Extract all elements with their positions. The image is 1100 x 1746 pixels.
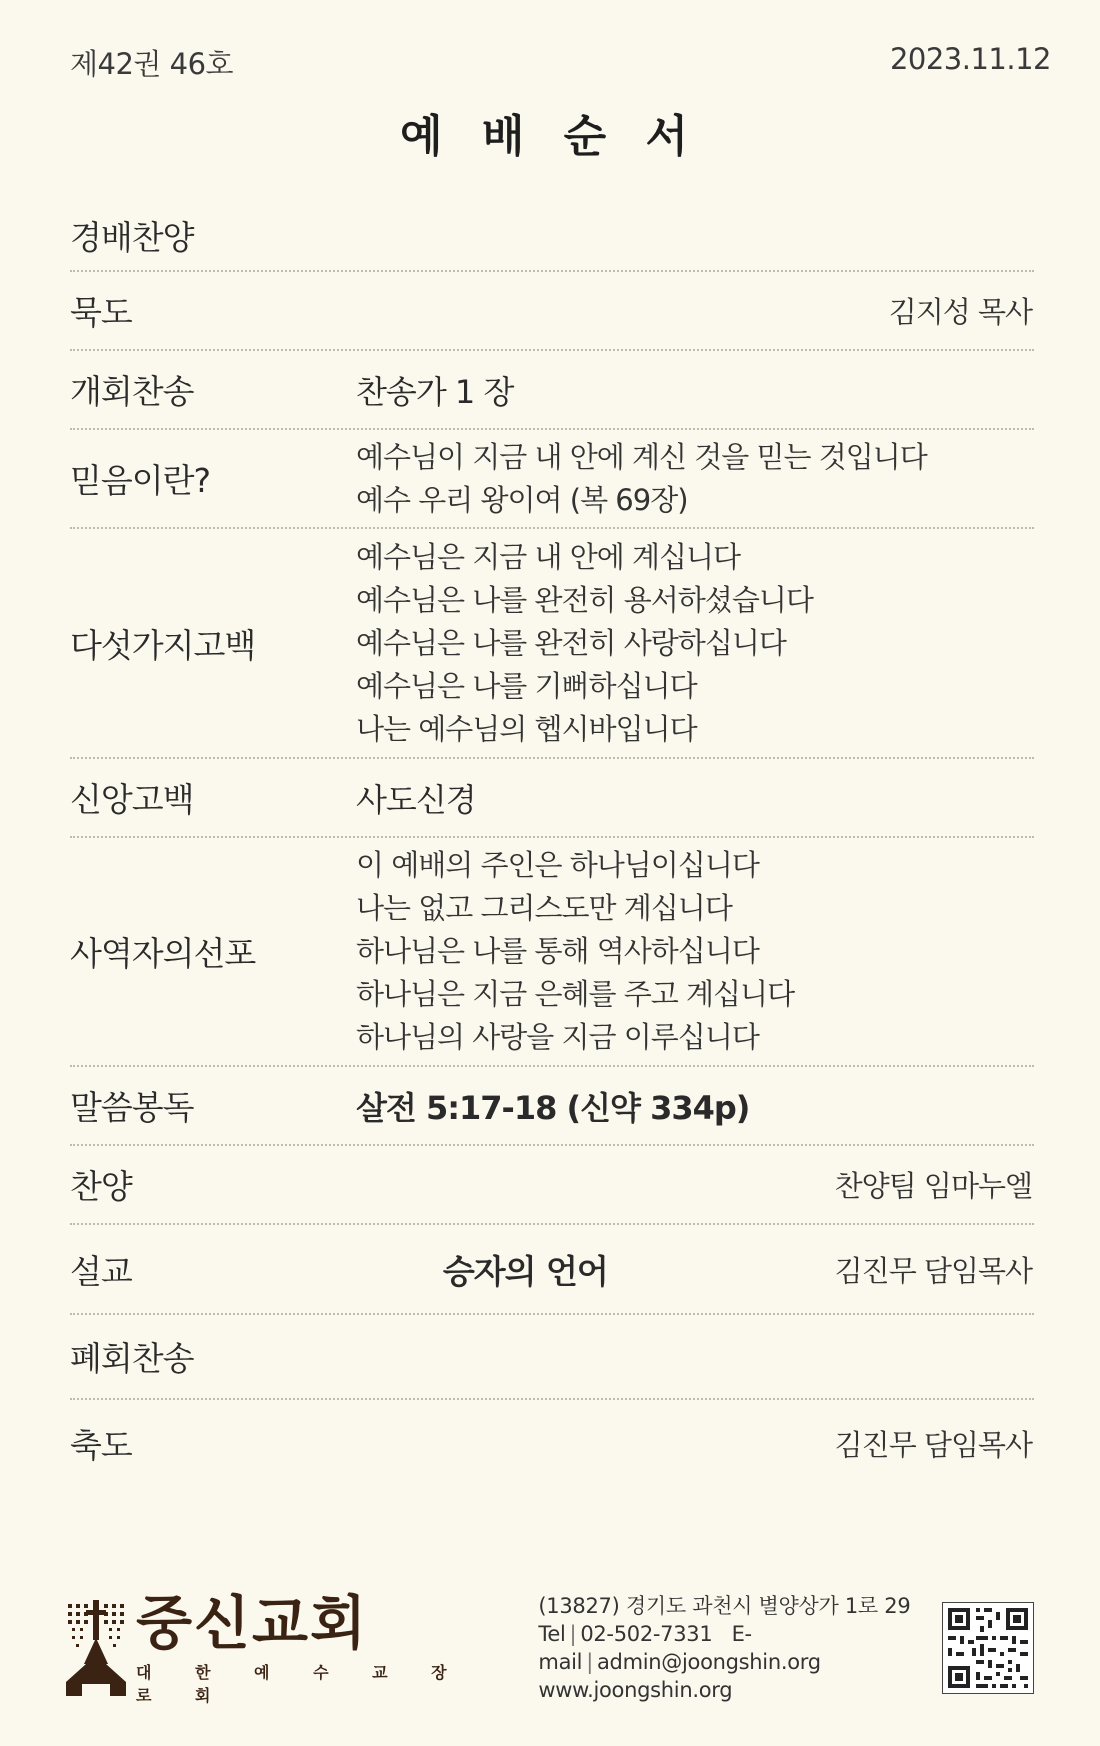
order-row-opening-hymn xyxy=(70,351,1034,430)
order-lines xyxy=(356,844,1034,1059)
church-name: 중신교회 xyxy=(136,1589,369,1657)
scripture-reference: 살전 5:17-18 (신약 334p) xyxy=(356,1088,750,1127)
bulletin-date: 2023.11.12 xyxy=(889,42,1051,76)
email-address[interactable]: admin@joongshin.org xyxy=(596,1650,821,1674)
sermon-title: 승자의 언어 xyxy=(442,1251,608,1291)
order-row-five-confessions xyxy=(70,529,1034,759)
church-logo-icon xyxy=(66,1600,126,1696)
order-label: 폐회찬송 xyxy=(70,1339,194,1378)
order-line: 나는 예수님의 헵시바입니다 xyxy=(356,711,697,746)
order-content: 찬송가 1 장 xyxy=(356,372,514,411)
order-row-sermon xyxy=(70,1225,1034,1315)
church-footer xyxy=(66,1589,1034,1705)
order-row-prelude xyxy=(70,200,1034,272)
order-leader: 김진무 담임목사 xyxy=(834,1253,1032,1288)
church-website[interactable]: www.joongshin.org xyxy=(538,1678,733,1702)
page-title: 예 배 순 서 xyxy=(400,111,700,162)
order-label: 묵도 xyxy=(70,293,132,332)
order-leader: 김진무 담임목사 xyxy=(834,1427,1032,1462)
order-row-creed xyxy=(70,759,1034,838)
order-leader: 찬양팀 임마누엘 xyxy=(834,1169,1032,1203)
order-row-prayer xyxy=(70,272,1034,351)
qr-code-icon[interactable] xyxy=(942,1602,1034,1694)
church-logo xyxy=(136,1590,500,1706)
order-line: 나는 없고 그리스도만 계십니다 xyxy=(356,891,732,925)
order-line: 예수님은 나를 기뻐하십니다 xyxy=(356,668,697,703)
order-row-benediction xyxy=(70,1400,1034,1486)
order-row-faith xyxy=(70,430,1034,529)
church-phone-email xyxy=(538,1620,942,1676)
order-row-praise xyxy=(70,1146,1034,1225)
order-label: 경배찬양 xyxy=(70,217,194,257)
order-line: 하나님의 사랑을 지금 이루십니다 xyxy=(356,1020,759,1054)
order-row-declaration xyxy=(70,838,1034,1067)
order-row-scripture xyxy=(70,1067,1034,1146)
church-contact xyxy=(538,1592,942,1704)
bulletin-header xyxy=(70,42,1051,83)
separator: | xyxy=(586,1650,593,1674)
order-line: 예수님은 나를 완전히 사랑하십니다 xyxy=(356,625,786,660)
order-line: 예수 우리 왕이여 (복 69장) xyxy=(356,482,688,517)
order-label: 말씀봉독 xyxy=(70,1088,194,1127)
order-label: 축도 xyxy=(70,1425,132,1465)
order-line: 예수님은 나를 완전히 용서하셨습니다 xyxy=(356,582,813,617)
separator: | xyxy=(569,1622,577,1646)
order-content: 사도신경 xyxy=(356,780,476,819)
order-lines xyxy=(356,536,1034,751)
order-label: 다섯가지고백 xyxy=(70,625,256,665)
volume-number: 제42권 46호 xyxy=(70,47,234,81)
order-line: 하나님은 나를 통해 역사하십니다 xyxy=(356,934,759,968)
order-leader: 김지성 목사 xyxy=(888,295,1032,329)
order-label: 개회찬송 xyxy=(70,372,194,411)
order-label: 사역자의선포 xyxy=(70,934,256,973)
order-line: 예수님이 지금 내 안에 계신 것을 믿는 것입니다 xyxy=(356,439,927,474)
order-label: 믿음이란? xyxy=(70,461,211,500)
order-lines xyxy=(356,436,1034,522)
church-address: (13827) 경기도 과천시 별양상가 1로 29 xyxy=(538,1594,911,1618)
order-row-closing-hymn xyxy=(70,1315,1034,1400)
church-denomination: 대 한 예 수 교 장 로 회 xyxy=(136,1663,466,1705)
order-line: 예수님은 지금 내 안에 계십니다 xyxy=(356,539,741,574)
order-label: 신앙고백 xyxy=(70,780,194,819)
order-label: 설교 xyxy=(70,1251,132,1291)
order-line: 하나님은 지금 은혜를 주고 계십니다 xyxy=(356,977,795,1011)
tel-number: 02-502-7331 xyxy=(580,1622,713,1646)
order-label: 찬양 xyxy=(70,1167,132,1206)
email-label: E-mail xyxy=(538,1622,752,1674)
worship-order xyxy=(70,200,1034,1486)
order-line: 이 예배의 주인은 하나님이십니다 xyxy=(356,848,759,882)
tel-label: Tel xyxy=(538,1622,566,1646)
